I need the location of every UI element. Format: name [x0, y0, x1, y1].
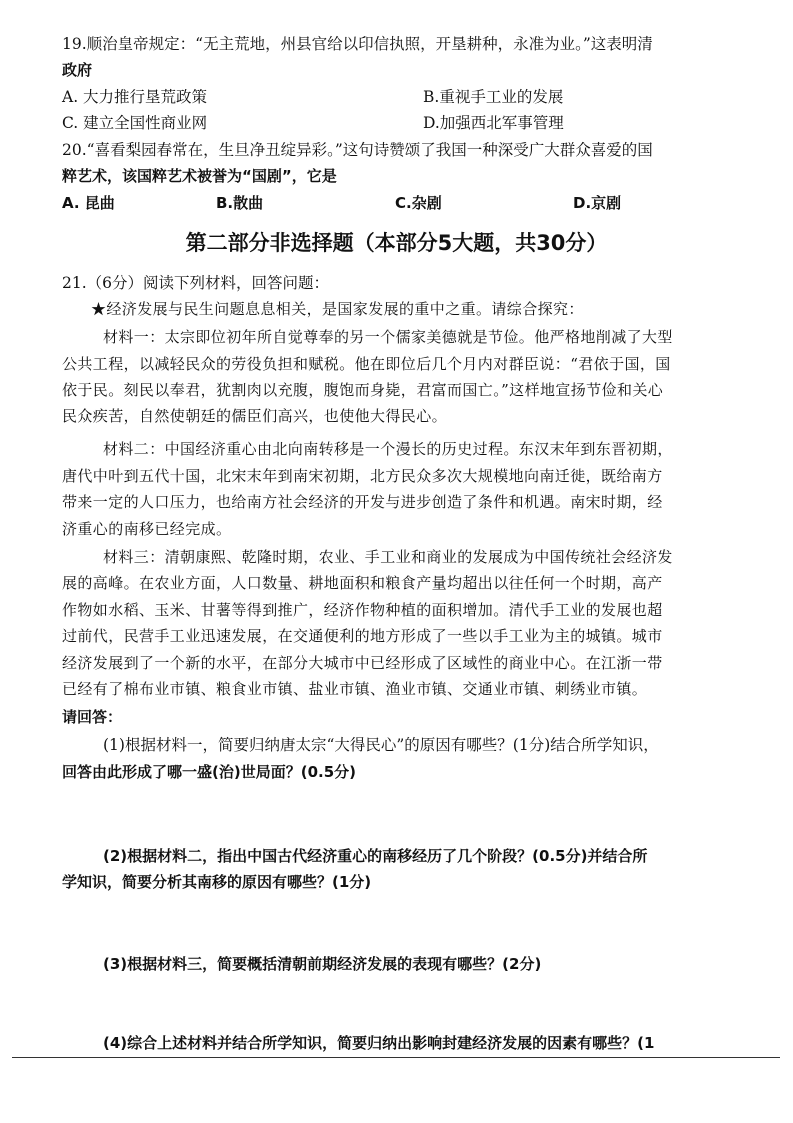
material1-line: 材料一：太宗即位初年所自觉尊奉的另一个儒家美德就是节俭。他严格地削减了大型	[103, 328, 673, 346]
q20-stem-line1: 20.“喜看梨园春常在，生旦净丑绽异彩。”这句诗赞颂了我国一种深受广大群众喜爱的国	[62, 141, 653, 159]
q20-option-d: D.京剧	[573, 194, 622, 212]
q19-stem-line1: 19.顺治皇帝规定：“无主荒地，州县官给以印信执照，开垦耕种，永准为业。”这表明清	[62, 35, 653, 53]
q21-header: 21.（6分）阅读下列材料，回答问题：	[62, 274, 330, 292]
material3-line: 经济发展到了一个新的水平，在部分大城市中已经形成了区域性的商业中心。在江浙一带	[62, 654, 663, 672]
material3-line: 过前代，民营手工业迅速发展，在交通便利的地方形成了一些以手工业为主的城镇。城市	[62, 627, 663, 645]
q20-stem-line2: 粹艺术，该国粹艺术被誉为“国剧”，它是	[62, 167, 337, 185]
q21-intro: ★经济发展与民生问题息息相关，是国家发展的重中之重。请综合探究：	[91, 300, 584, 318]
sub-question-1-line2: 回答由此形成了哪一盛(治)世局面？(0.5分)	[62, 763, 356, 781]
bottom-divider	[12, 1057, 780, 1058]
material2-line: 济重心的南移已经完成。	[62, 520, 232, 538]
please-answer-label: 请回答：	[62, 708, 123, 726]
material1-line: 依于民。刻民以奉君，犹割肉以充腹，腹饱而身毙，君富而国亡。”这样地宣扬节俭和关心	[62, 381, 664, 399]
material3-line: 材料三：清朝康熙、乾隆时期，农业、手工业和商业的发展成为中国传统社会经济发	[103, 548, 673, 566]
sub-question-2-line1: (2)根据材料二，指出中国古代经济重心的南移经历了几个阶段？(0.5分)并结合所	[103, 847, 648, 865]
q20-option-a: A. 昆曲	[62, 194, 115, 212]
material3-line: 已经有了棉布业市镇、粮食业市镇、盐业市镇、渔业市镇、交通业市镇、刺绣业市镇。	[62, 680, 648, 698]
material2-line: 带来一定的人口压力，也给南方社会经济的开发与进步创造了条件和机遇。南宋时期，经	[62, 493, 663, 511]
q19-option-a: A. 大力推行垦荒政策	[62, 88, 208, 106]
material2-line: 材料二：中国经济重心由北向南转移是一个漫长的历史过程。东汉末年到东晋初期，	[103, 440, 673, 458]
sub-question-1-line1: (1)根据材料一，简要归纳唐太宗“大得民心”的原因有哪些？(1分)结合所学知识，	[103, 736, 659, 754]
material1-line: 民众疾苦，自然使朝廷的儒臣们高兴，也使他大得民心。	[62, 407, 448, 425]
q19-option-b: B.重视手工业的发展	[423, 88, 564, 106]
sub-question-3: (3)根据材料三，简要概括清朝前期经济发展的表现有哪些？(2分)	[103, 955, 542, 973]
material1-line: 公共工程，以减轻民众的劳役负担和赋税。他在即位后几个月内对群臣说：“君依于国，国	[62, 355, 671, 373]
q20-option-b: B.散曲	[216, 194, 264, 212]
sub-question-2-line2: 学知识，简要分析其南移的原因有哪些？(1分)	[62, 873, 372, 891]
q20-option-c: C.杂剧	[395, 194, 442, 212]
sub-question-4: (4)综合上述材料并结合所学知识，简要归纳出影响封建经济发展的因素有哪些？(1	[103, 1034, 655, 1052]
material2-line: 唐代中叶到五代十国，北宋末年到南宋初期，北方民众多次大规模地向南迁徙，既给南方	[62, 467, 663, 485]
section-title: 第二部分非选择题（本部分5大题，共30分）	[185, 231, 608, 255]
material3-line: 作物如水稻、玉米、甘薯等得到推广，经济作物种植的面积增加。清代手工业的发展也超	[62, 601, 663, 619]
q19-stem-line2: 政府	[62, 61, 93, 79]
q19-option-d: D.加强西北军事管理	[423, 114, 564, 132]
material3-line: 展的高峰。在农业方面，人口数量、耕地面积和粮食产量均超出以往任何一个时期，高产	[62, 574, 663, 592]
q19-option-c: C. 建立全国性商业网	[62, 114, 208, 132]
